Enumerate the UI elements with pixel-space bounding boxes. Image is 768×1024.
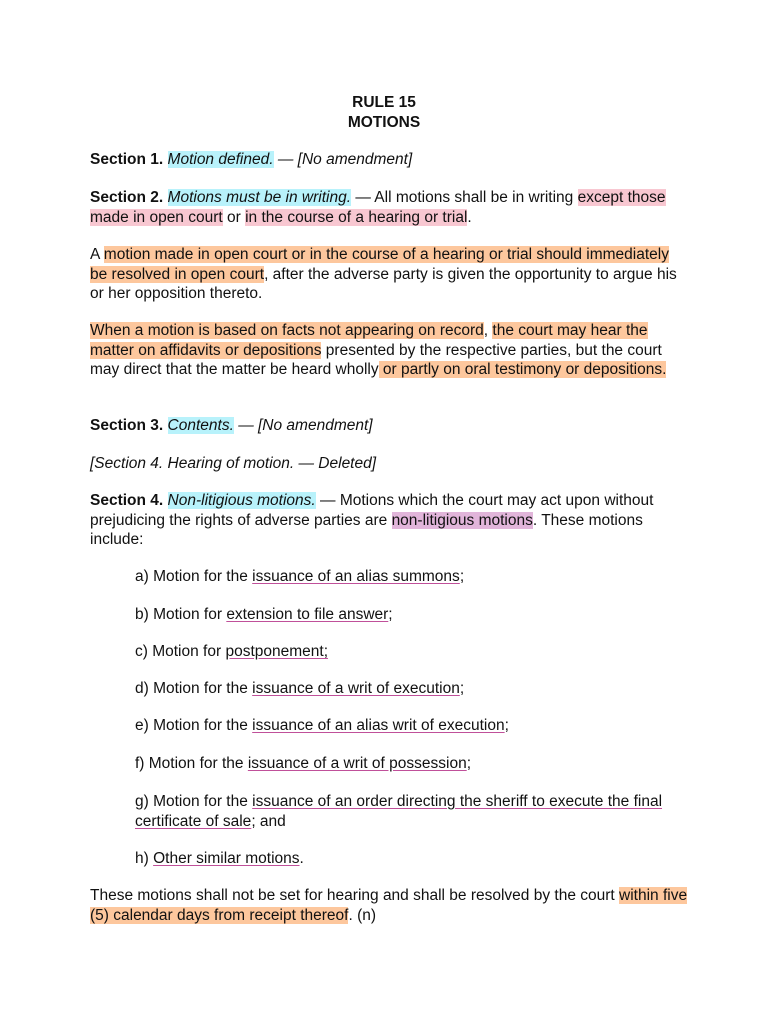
section-2: Section 2. Motions must be in writing. — All motions shall be in writing except those made in open court or in the course of a hearing or trial.	[90, 189, 666, 226]
section-3-note: — [No amendment]	[233, 417, 373, 434]
rule-title: MOTIONS	[347, 114, 421, 131]
paragraph-open-court: A motion made in open court or in the course of a hearing or trial should immediately be resolved in open court, after the adverse party is given the opportunity to argue his or her opposition thereto.	[90, 246, 677, 302]
section-3-label: Section 3.	[90, 417, 164, 434]
list-item: c) Motion for postponement;	[135, 643, 328, 660]
highlight-except-open-court: except those made in open court	[90, 189, 666, 226]
section-4-heading: Non-litigious motions.	[167, 492, 316, 509]
section-1-note: — [No amendment]	[273, 151, 413, 168]
section-1-heading: Motion defined.	[167, 151, 274, 168]
section-3-heading: Contents.	[167, 417, 234, 434]
paragraph-affidavits: When a motion is based on facts not appearing on record, the court may hear the matter on affidavits or depositions presented by the respective parties, but the court may direct that the matter be heard wholly or partly on oral testimony or depositions.	[90, 322, 667, 378]
section-2-label: Section 2.	[90, 189, 164, 206]
list-item: d) Motion for the issuance of a writ of execution;	[135, 680, 465, 697]
highlight-facts-not-on-record: When a motion is based on facts not appearing on record	[90, 322, 484, 339]
highlight-five-days: within five (5) calendar days from receipt thereof	[90, 887, 688, 924]
list-item: e) Motion for the issuance of an alias writ of execution;	[135, 717, 509, 734]
list-item: a) Motion for the issuance of an alias summons;	[135, 568, 465, 585]
section-2-heading: Motions must be in writing.	[167, 189, 352, 206]
deleted-section-4: [Section 4. Hearing of motion. — Deleted]	[90, 455, 377, 472]
list-item: b) Motion for extension to file answer;	[135, 606, 393, 623]
highlight-resolved-open-court: motion made in open court or in the course of a hearing or trial should immediately be resolved in open court	[90, 246, 669, 283]
list-item: h) Other similar motions.	[135, 850, 304, 867]
list-item: f) Motion for the issuance of a writ of possession;	[135, 755, 472, 772]
list-item: g) Motion for the issuance of an order directing the sheriff to execute the final certificate of sale; and	[135, 793, 663, 830]
section-1-label: Section 1.	[90, 151, 164, 168]
highlight-oral-testimony: or partly on oral testimony or depositions.	[378, 361, 667, 378]
section-3	[90, 416, 690, 436]
section-1	[90, 150, 690, 170]
rule-number: RULE 15	[352, 94, 416, 111]
highlight-non-litigious: non-litigious motions	[391, 511, 533, 529]
highlight-affidavits-depositions: the court may hear the matter on affidavits or depositions	[90, 322, 648, 359]
section-4: Section 4. Non-litigious motions. — Motions which the court may act upon without prejudicing the rights of adverse parties are non-litigious motions. These motions include:	[90, 492, 654, 548]
section-4-label: Section 4.	[90, 492, 164, 509]
highlight-hearing-or-trial: in the course of a hearing or trial	[245, 208, 468, 226]
closing-paragraph: These motions shall not be set for hearing and shall be resolved by the court within five (5) calendar days from receipt thereof. (n)	[90, 887, 688, 924]
